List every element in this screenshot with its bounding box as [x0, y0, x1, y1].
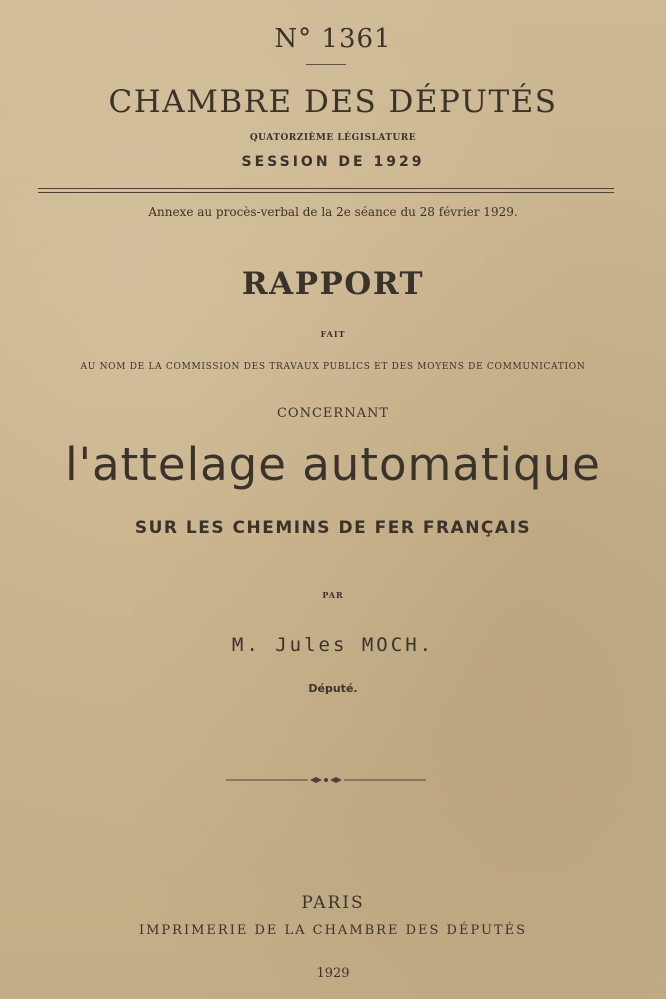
number-rule — [306, 64, 346, 65]
document-type-title: RAPPORT — [241, 266, 425, 302]
document-number: N° 1361 — [274, 24, 392, 54]
chamber-heading: CHAMBRE DES DÉPUTÉS — [108, 84, 558, 120]
header-double-rule — [38, 188, 614, 193]
subtitle: SUR LES CHEMINS DE FER FRANÇAIS — [134, 518, 532, 538]
main-title: l'attelage automatique — [65, 438, 601, 491]
city-label: PARIS — [301, 893, 365, 913]
legislature-label: QUATORZIÈME LÉGISLATURE — [249, 133, 417, 143]
year-label: 1929 — [316, 966, 350, 981]
ornament-divider-icon — [226, 776, 426, 784]
fait-label: FAIT — [320, 329, 346, 339]
session-label: SESSION DE 1929 — [241, 154, 425, 170]
printer-label: IMPRIMERIE DE LA CHAMBRE DES DÉPUTÉS — [138, 923, 527, 938]
author-name: M. Jules MOCH. — [231, 634, 435, 656]
annexe-line: Annexe au procès-verbal de la 2e séance du 28 février 1929. — [148, 205, 518, 219]
par-label: PAR — [322, 590, 344, 600]
commission-line: AU NOM DE LA COMMISSION DES TRAVAUX PUBLICS ET DES MOYENS DE COMMUNICATION — [80, 362, 586, 372]
author-role: Député. — [308, 682, 358, 695]
concernant-label: CONCERNANT — [276, 406, 389, 421]
